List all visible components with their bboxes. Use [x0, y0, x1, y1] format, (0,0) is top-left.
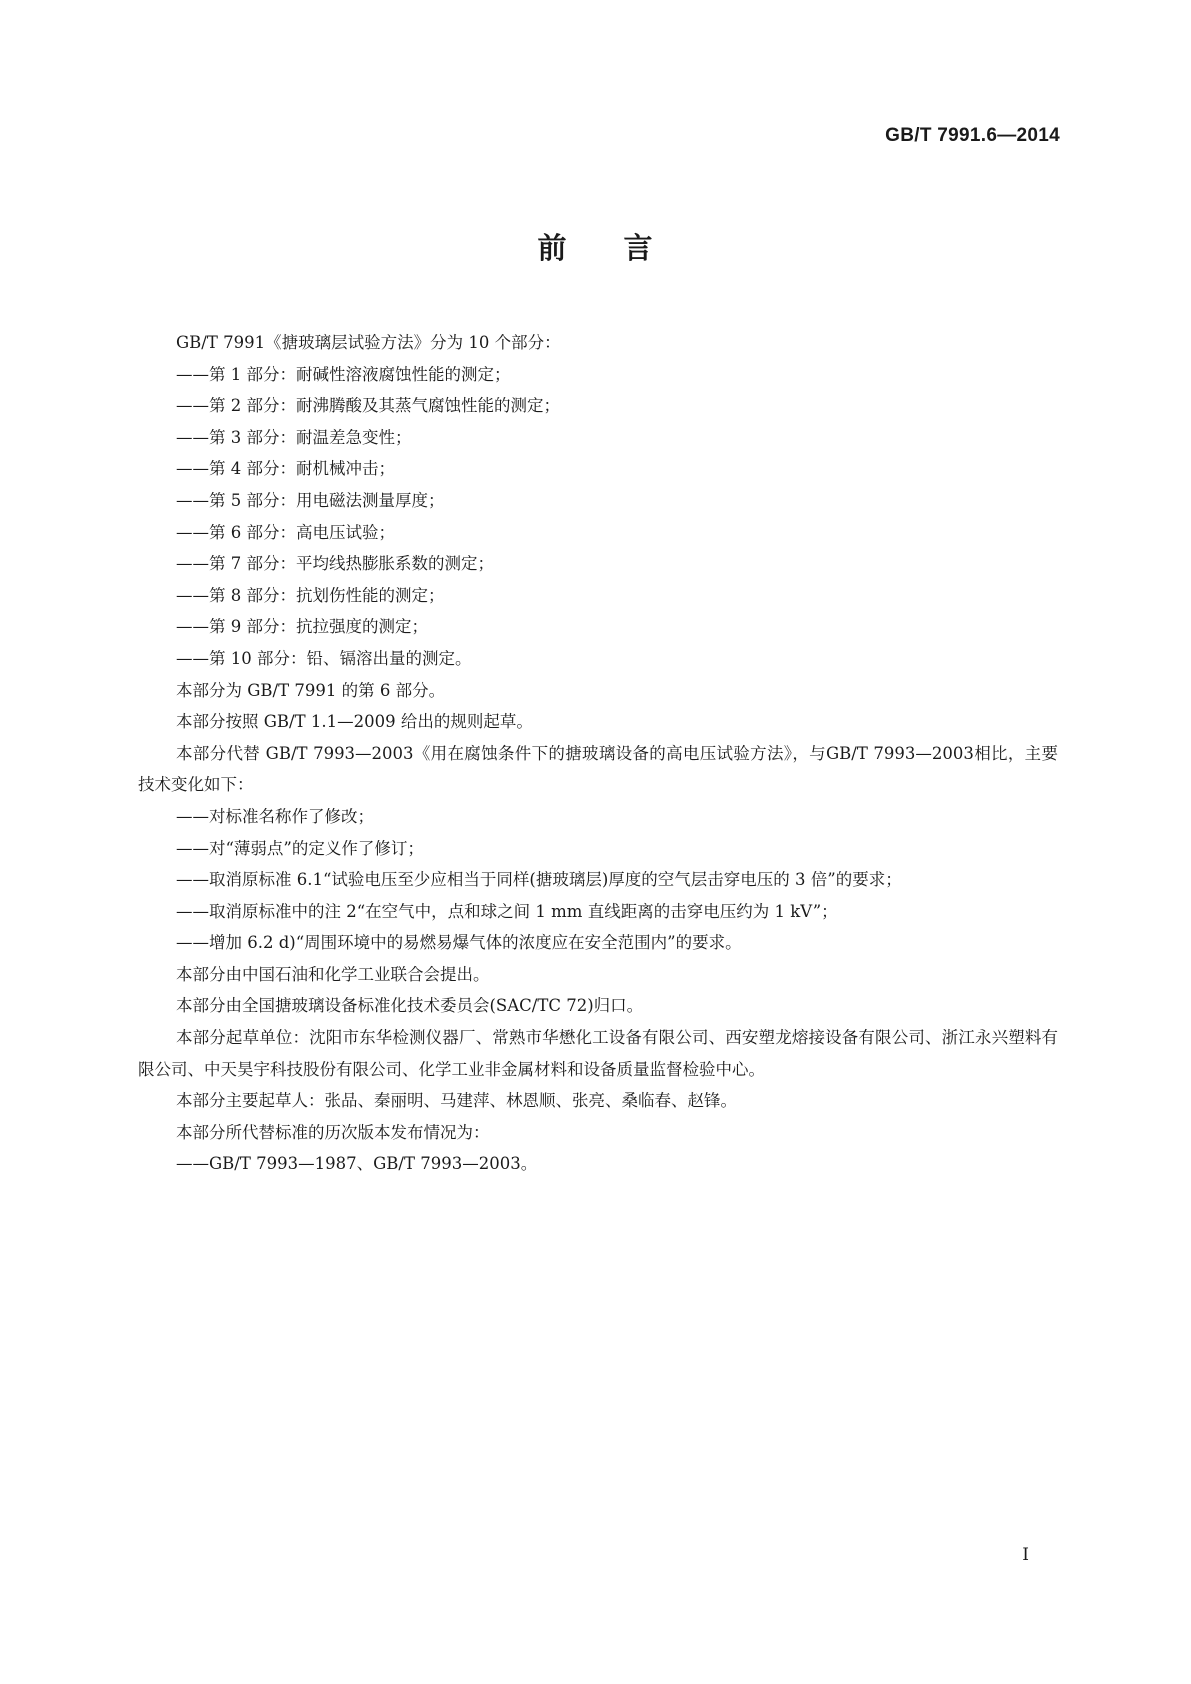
list-item: ——第 4 部分：耐机械冲击；: [176, 459, 395, 479]
list-item: ——第 1 部分：耐碱性溶液腐蚀性能的测定；: [176, 364, 511, 384]
paragraph: 本部分由中国石油和化学工业联合会提出。: [176, 964, 490, 984]
paragraph: 本部分代替 GB/T 7993—2003《用在腐蚀条件下的搪玻璃设备的高电压试验方法》，与GB/T 7993—2003相比，主要技术变化如下：: [138, 743, 1058, 795]
page-title-char-1: 前: [537, 231, 568, 265]
list-item: ——取消原标准中的注 2“在空气中，点和球之间 1 mm 直线距离的击穿电压约为 1 kV”；: [176, 901, 838, 921]
paragraph: 本部分主要起草人：张品、秦丽明、马建萍、林恩顺、张亮、桑临春、赵锋。: [176, 1091, 737, 1111]
paragraph: 本部分为 GB/T 7991 的第 6 部分。: [176, 680, 446, 700]
list-item: ——取消原标准 6.1“试验电压至少应相当于同样(搪玻璃层)厚度的空气层击穿电压的 3 倍”的要求；: [176, 870, 902, 890]
list-item: ——增加 6.2 d)“周围环境中的易燃易爆气体的浓度应在安全范围内”的要求。: [176, 933, 742, 953]
list-item: ——第 6 部分：高电压试验；: [176, 522, 395, 542]
list-item: ——第 10 部分：铅、镉溶出量的测定。: [176, 648, 472, 668]
paragraph: 本部分起草单位：沈阳市东华检测仪器厂、常熟市华懋化工设备有限公司、西安塑龙熔接设备有限公司、浙江永兴塑料有限公司、中天昊宇科技股份有限公司、化学工业非金属材料和设备质量监督检验中心。: [138, 1028, 1058, 1079]
page-number: I: [1022, 1545, 1029, 1565]
paragraph: 本部分按照 GB/T 1.1—2009 给出的规则起草。: [176, 712, 533, 732]
list-item: ——GB/T 7993—1987、GB/T 7993—2003。: [176, 1154, 538, 1174]
paragraph: GB/T 7991《搪玻璃层试验方法》分为 10 个部分：: [176, 333, 561, 352]
list-item: ——对“薄弱点”的定义作了修订；: [176, 838, 424, 858]
foreword-body: [138, 327, 1058, 1180]
list-item: ——第 2 部分：耐沸腾酸及其蒸气腐蚀性能的测定；: [176, 396, 560, 416]
paragraph: 本部分由全国搪玻璃设备标准化技术委员会(SAC/TC 72)归口。: [176, 996, 644, 1016]
standard-code: GB/T 7991.6—2014: [885, 125, 1060, 146]
list-item: ——对标准名称作了修改；: [176, 806, 374, 826]
list-item: ——第 5 部分：用电磁法测量厚度；: [176, 490, 445, 510]
list-item: ——第 8 部分：抗划伤性能的测定；: [176, 585, 445, 605]
page-title: [0, 226, 1191, 267]
list-item: ——第 9 部分：抗拉强度的测定；: [176, 617, 428, 637]
paragraph: 本部分所代替标准的历次版本发布情况为：: [176, 1122, 490, 1142]
page-title-char-2: 言: [623, 231, 654, 265]
list-item: ——第 7 部分：平均线热膨胀系数的测定；: [176, 554, 494, 574]
list-item: ——第 3 部分：耐温差急变性；: [176, 427, 412, 447]
